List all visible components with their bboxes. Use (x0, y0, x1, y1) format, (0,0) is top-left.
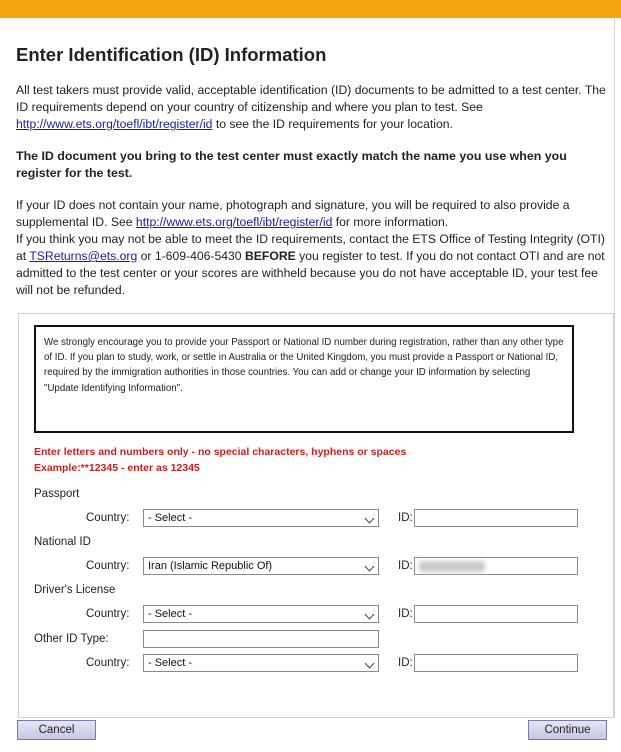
cancel-button[interactable]: Cancel (17, 720, 96, 740)
redacted-value (419, 561, 485, 572)
drivers-license-country-value: - Select - (148, 608, 193, 620)
page-title: Enter Identification (ID) Information (16, 44, 327, 65)
passport-country-value: - Select - (148, 512, 193, 524)
chevron-down-icon (365, 562, 375, 572)
continue-button[interactable]: Continue (528, 720, 607, 740)
other-id-label: ID: (398, 657, 413, 669)
passport-country-select[interactable] (143, 509, 379, 527)
other-id-type-input[interactable] (143, 630, 379, 648)
drivers-license-country-label: Country: (86, 608, 130, 620)
id-match-warning: The ID document you bring to the test center must exactly match the name you use when you register for the test. (16, 149, 567, 180)
format-warning: Enter letters and numbers only - no special characters, hyphens or spaces (34, 446, 407, 458)
supplemental-text: If your ID does not contain your name, photograph and signature, you will be required to also provide a supplemental ID. See (16, 198, 570, 229)
chevron-down-icon (365, 659, 375, 669)
right-divider (614, 18, 615, 718)
national-id-id-label: ID: (398, 560, 413, 572)
supplemental-text-tail: for more information. (332, 215, 449, 229)
other-country-label: Country: (86, 657, 130, 669)
other-id-type-label: Other ID Type: (34, 633, 109, 645)
format-example: Example:**12345 - enter as 12345 (34, 462, 200, 474)
national-id-country-label: Country: (86, 560, 130, 572)
drivers-license-country-select[interactable] (143, 605, 379, 623)
drivers-license-id-input[interactable] (414, 605, 578, 623)
oti-phone-text: or 1-609-406-5430 (137, 249, 245, 263)
oti-text-tail: you register to test. If you do not contact OTI and are not admitted to the test center or your scores are withheld because you do not have acceptable ID, your test fee will not be refunded. (16, 249, 605, 297)
chevron-down-icon (365, 610, 375, 620)
supplemental-id-paragraph (16, 197, 612, 299)
chevron-down-icon (365, 514, 375, 524)
intro-paragraph (16, 82, 612, 133)
other-id-input[interactable] (414, 654, 578, 672)
drivers-license-label: Driver's License (34, 584, 116, 596)
passport-country-label: Country: (86, 512, 130, 524)
passport-id-label: ID: (398, 512, 413, 524)
passport-notice-box: We strongly encourage you to provide your Passport or National ID number during registration, rather than any other type of ID. If you plan to study, work, or settle in Australia or the United Kingdom, you must provide a Passport or National ID, required by the immigration authorities in those countries. You can add or change your ID information by selecting "Update Identifying Information". (34, 325, 574, 433)
national-id-input[interactable] (414, 557, 578, 575)
intro-text-tail: to see the ID requirements for your location. (212, 117, 453, 131)
before-emphasis: BEFORE (244, 249, 296, 263)
national-id-label: National ID (34, 536, 91, 548)
national-id-country-value: Iran (Islamic Republic Of) (148, 560, 273, 572)
intro-text: All test takers must provide valid, acceptable identification (ID) documents to be admitted to a test center. The ID requirements depend on your country of citizenship and where you plan to test. See (16, 83, 606, 114)
oti-email-link[interactable]: TSReturns@ets.org (29, 249, 138, 263)
national-id-country-select[interactable] (143, 557, 379, 575)
id-requirements-link[interactable]: http://www.ets.org/toefl/ibt/register/id (16, 117, 213, 131)
supplemental-id-link[interactable]: http://www.ets.org/toefl/ibt/register/id (135, 215, 333, 229)
oti-text: If you think you may not be able to meet the ID requirements, contact the ETS Office of Testing Integrity (OTI) at (16, 232, 605, 263)
header-accent-bar (0, 0, 621, 18)
passport-label: Passport (34, 488, 80, 500)
other-country-select[interactable] (143, 654, 379, 672)
other-country-value: - Select - (148, 657, 193, 669)
drivers-license-id-label: ID: (398, 608, 413, 620)
passport-id-input[interactable] (414, 509, 578, 527)
